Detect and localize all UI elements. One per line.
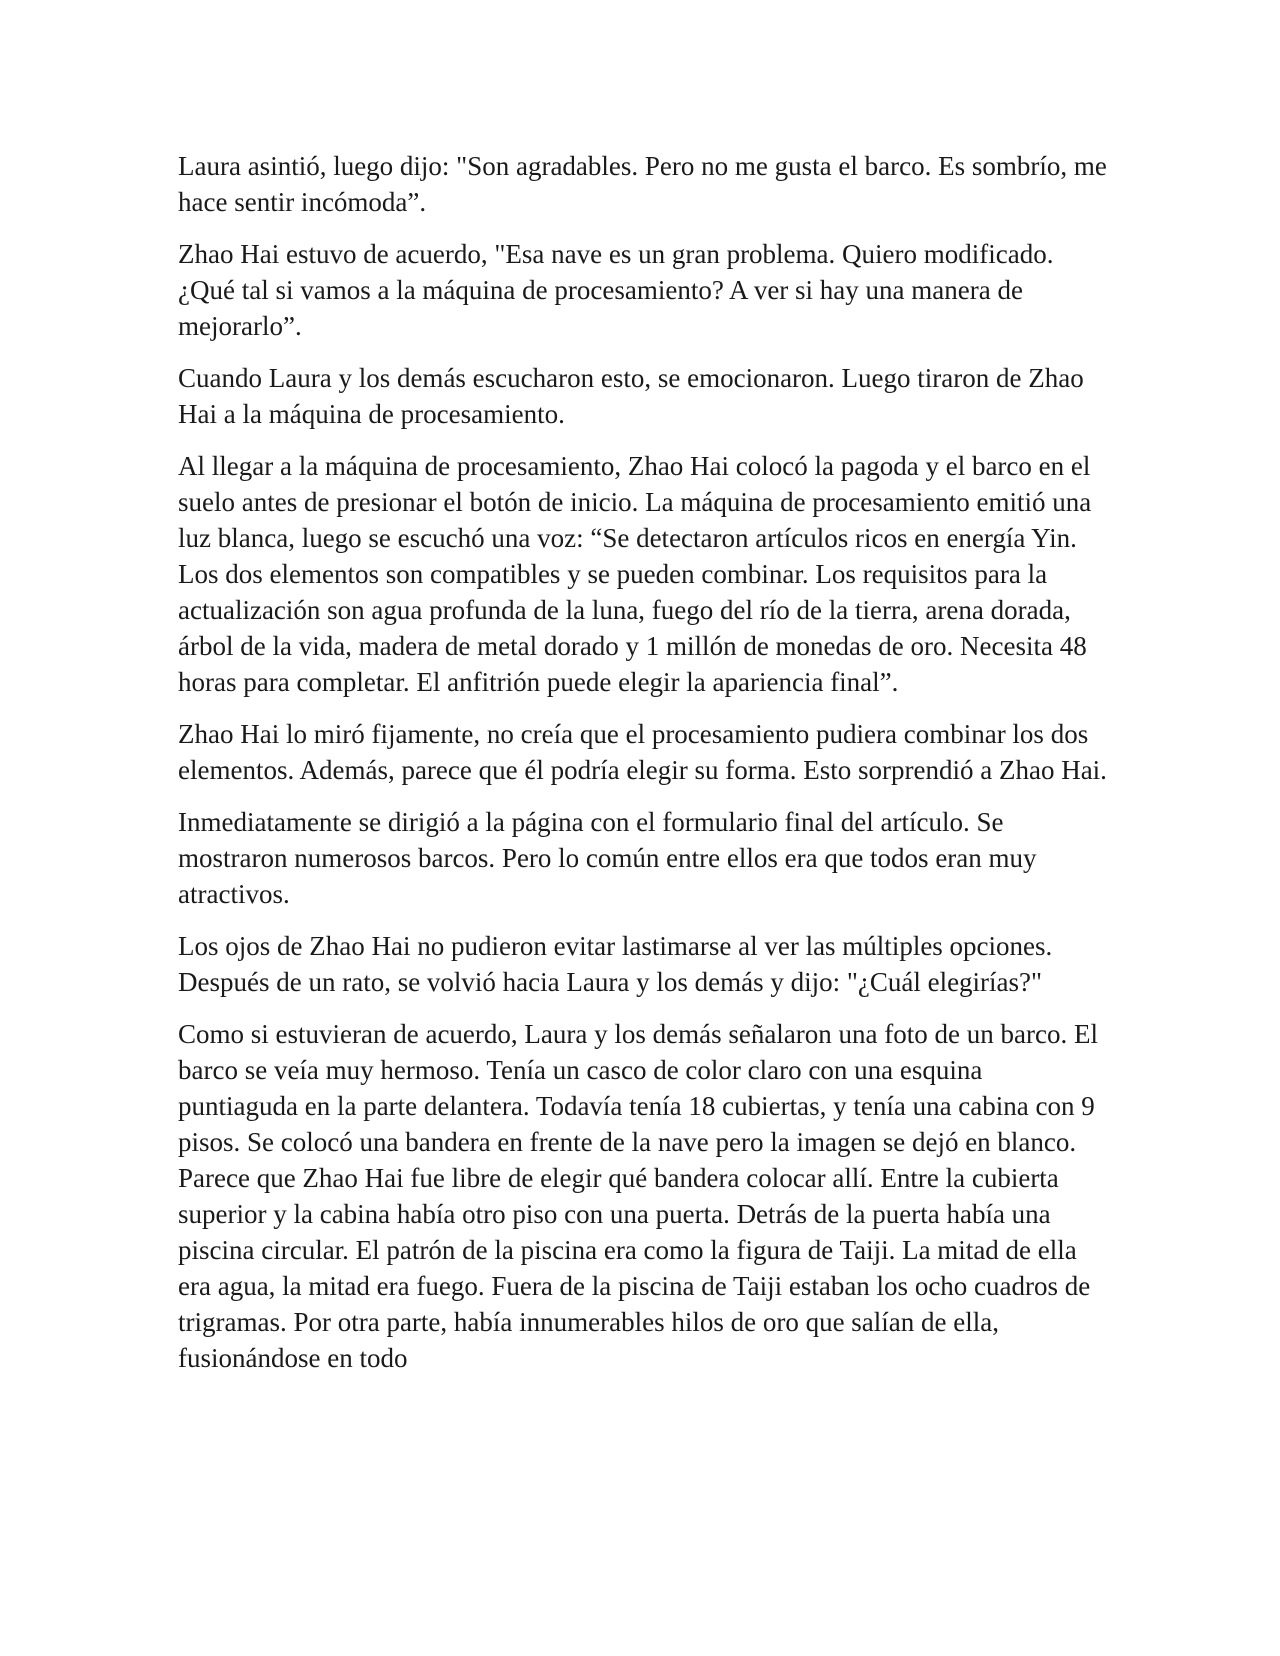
paragraph: Laura asintió, luego dijo: "Son agradables. Pero no me gusta el barco. Es sombrío, me hace sentir incómoda”. bbox=[178, 151, 1107, 217]
paragraph: Zhao Hai lo miró fijamente, no creía que el procesamiento pudiera combinar los dos elementos. Además, parece que él podría elegir su forma. Esto sorprendió a Zhao Hai. bbox=[178, 719, 1107, 785]
paragraph: Inmediatamente se dirigió a la página con el formulario final del artículo. Se mostraron numerosos barcos. Pero lo común entre ellos era que todos eran muy atractivos. bbox=[178, 807, 1037, 909]
paragraph: Los ojos de Zhao Hai no pudieron evitar lastimarse al ver las múltiples opciones. Después de un rato, se volvió hacia Laura y los demás y dijo: "¿Cuál elegirías?" bbox=[178, 931, 1053, 997]
paragraph: Como si estuvieran de acuerdo, Laura y los demás señalaron una foto de un barco. El barco se veía muy hermoso. Tenía un casco de color claro con una esquina puntiaguda en la parte delantera. Todavía tenía 18 cubiertas, y tenía una cabina con 9 pisos. Se colocó una bandera en frente de la nave pero la imagen se dejó en blanco. Parece que Zhao Hai fue libre de elegir qué bandera colocar allí. Entre la cubierta superior y la cabina había otro piso con una puerta. Detrás de la puerta había una piscina circular. El patrón de la piscina era como la figura de Taiji. La mitad de ella era agua, la mitad era fuego. Fuera de la piscina de Taiji estaban los ocho cuadros de trigramas. Por otra parte, había innumerables hilos de oro que salían de ella, fusionándose en todo bbox=[178, 1019, 1098, 1373]
paragraph: Cuando Laura y los demás escucharon esto, se emocionaron. Luego tiraron de Zhao Hai a la máquina de procesamiento. bbox=[178, 363, 1084, 429]
paragraph: Al llegar a la máquina de procesamiento, Zhao Hai colocó la pagoda y el barco en el suelo antes de presionar el botón de inicio. La máquina de procesamiento emitió una luz blanca, luego se escuchó una voz: “Se detectaron artículos ricos en energía Yin. Los dos elementos son compatibles y se pueden combinar. Los requisitos para la actualización son agua profunda de la luna, fuego del río de la tierra, arena dorada, árbol de la vida, madera de metal dorado y 1 millón de monedas de oro. Necesita 48 horas para completar. El anfitrión puede elegir la apariencia final”. bbox=[178, 451, 1092, 697]
document-body bbox=[178, 148, 1108, 1392]
paragraph: Zhao Hai estuvo de acuerdo, "Esa nave es un gran problema. Quiero modificado. ¿Qué tal si vamos a la máquina de procesamiento? A ver si hay una manera de mejorarlo”. bbox=[178, 239, 1054, 341]
